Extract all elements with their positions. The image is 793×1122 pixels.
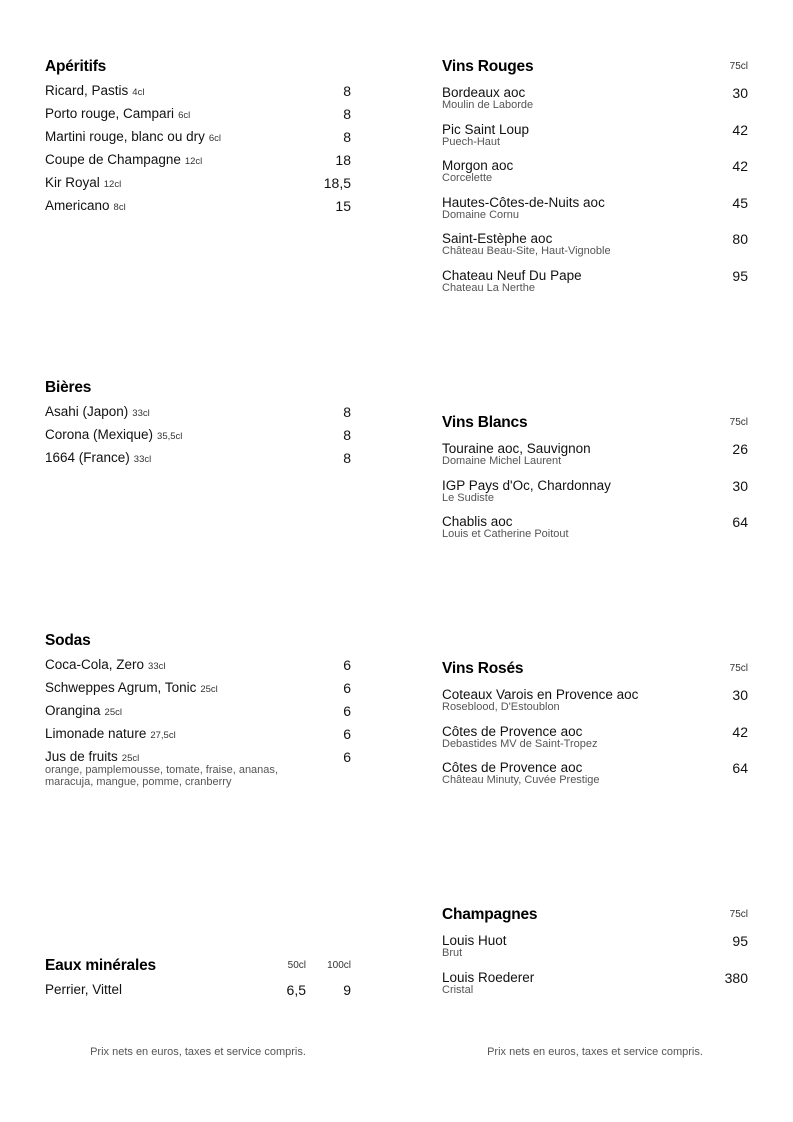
menu-item xyxy=(45,197,351,220)
wine-item xyxy=(442,933,748,970)
wine-item xyxy=(442,122,748,159)
item-volume: 6cl xyxy=(208,133,221,144)
wine-price: 30 xyxy=(732,85,748,101)
item-name: Limonade nature xyxy=(45,726,147,741)
wine-price: 64 xyxy=(732,760,748,776)
menu-item xyxy=(45,702,351,725)
section-aperitifs xyxy=(45,58,351,220)
wine-price: 80 xyxy=(732,231,748,247)
wine-producer: Debastides MV de Saint-Tropez xyxy=(442,737,598,750)
wine-name: Touraine aoc, Sauvignon xyxy=(442,441,591,456)
menu-item xyxy=(45,449,351,472)
section-sodas xyxy=(45,632,351,792)
item-price: 8 xyxy=(343,129,351,145)
item-volume: 4cl xyxy=(132,87,145,98)
item-name: Orangina xyxy=(45,703,101,718)
item-volume: 25cl xyxy=(200,684,218,695)
wine-name: Chablis aoc xyxy=(442,514,513,529)
wine-price: 64 xyxy=(732,514,748,530)
wine-name: Coteaux Varois en Provence aoc xyxy=(442,687,639,702)
wine-name: Côtes de Provence aoc xyxy=(442,723,583,739)
item-price: 6 xyxy=(343,680,351,696)
item-volume: 25cl xyxy=(104,707,122,718)
menu-item xyxy=(45,128,351,151)
item-name: Perrier, Vittel xyxy=(45,982,123,997)
wine-item xyxy=(442,478,748,515)
section-unit: 75cl xyxy=(729,417,748,428)
wine-item xyxy=(442,195,748,232)
item-name: Jus de fruits xyxy=(45,749,118,764)
section-champagnes xyxy=(442,906,748,1006)
wine-producer: Chateau La Nerthe xyxy=(442,281,535,294)
menu-item xyxy=(45,981,351,1004)
section-title: Vins Blancs xyxy=(442,414,528,431)
wine-item xyxy=(442,85,748,122)
section-title: Champagnes xyxy=(442,906,538,923)
wine-item xyxy=(442,231,748,268)
item-volume: 8cl xyxy=(113,202,126,213)
column-header-100cl: 100cl xyxy=(327,960,351,971)
wine-producer: Château Minuty, Cuvée Prestige xyxy=(442,774,600,786)
item-price: 18 xyxy=(335,152,351,168)
wine-name: Morgon aoc xyxy=(442,158,514,173)
wine-price: 26 xyxy=(732,441,748,457)
item-description xyxy=(45,764,278,788)
section-title: Vins Rouges xyxy=(442,58,534,75)
wine-price: 42 xyxy=(732,121,748,138)
column-header-50cl: 50cl xyxy=(287,960,306,971)
section-title: Bières xyxy=(45,379,92,396)
wine-producer: Domaine Cornu xyxy=(442,208,520,221)
wine-item xyxy=(442,687,748,724)
wine-producer: Château Beau-Site, Haut-Vignoble xyxy=(442,245,611,257)
item-name: Kir Royal xyxy=(45,175,100,190)
wine-item xyxy=(442,268,748,305)
item-price: 18,5 xyxy=(323,175,351,191)
item-price: 6 xyxy=(343,749,351,765)
menu-item xyxy=(45,748,351,792)
wine-item xyxy=(442,441,748,478)
wine-producer: Louis et Catherine Poitout xyxy=(442,528,569,540)
wine-name: Chateau Neuf Du Pape xyxy=(442,267,582,283)
wine-name: Bordeaux aoc xyxy=(442,85,526,100)
item-price: 8 xyxy=(343,450,351,466)
wine-price: 42 xyxy=(732,723,748,740)
item-volume: 33cl xyxy=(132,408,150,419)
item-price: 8 xyxy=(343,404,351,420)
menu-item xyxy=(45,725,351,748)
item-name: Coupe de Champagne xyxy=(45,152,181,167)
section-bieres xyxy=(45,379,351,472)
item-name: 1664 (France) xyxy=(45,450,130,465)
item-price-100cl: 9 xyxy=(343,982,351,998)
item-volume: 33cl xyxy=(148,661,166,672)
wine-price: 42 xyxy=(732,158,748,174)
section-unit: 75cl xyxy=(729,663,748,674)
wine-price: 45 xyxy=(732,194,748,211)
item-name: Ricard, Pastis xyxy=(45,83,129,98)
wine-item xyxy=(442,158,748,195)
menu-item xyxy=(45,105,351,128)
item-volume: 27,5cl xyxy=(150,730,176,741)
item-volume: 33cl xyxy=(133,454,152,465)
item-name: Schweppes Agrum, Tonic xyxy=(45,680,197,695)
menu-item xyxy=(45,403,351,426)
wine-price: 95 xyxy=(732,933,748,949)
description-line: orange, pamplemousse, tomate, fraise, ananas, xyxy=(45,764,278,776)
item-price: 6 xyxy=(343,726,351,742)
wine-price: 30 xyxy=(732,477,748,494)
wine-price: 380 xyxy=(724,969,748,986)
item-name: Corona (Mexique) xyxy=(45,427,154,442)
wine-name: Saint-Estèphe aoc xyxy=(442,231,553,246)
item-name: Coca-Cola, Zero xyxy=(45,657,145,672)
menu-item xyxy=(45,82,351,105)
section-title: Sodas xyxy=(45,632,91,649)
item-volume: 25cl xyxy=(121,753,140,764)
wine-producer: Domaine Michel Laurent xyxy=(442,455,562,467)
item-price: 8 xyxy=(343,106,351,122)
menu-item xyxy=(45,174,351,197)
wine-item xyxy=(442,760,748,797)
wine-producer: Roseblood, D'Estoublon xyxy=(442,701,560,713)
item-name: Americano xyxy=(45,198,110,213)
description-line: maracuja, mangue, pomme, cranberry xyxy=(45,776,232,788)
menu-item xyxy=(45,656,351,679)
section-title: Eaux minérales xyxy=(45,957,156,974)
item-name: Porto rouge, Campari xyxy=(45,106,175,121)
wine-price: 95 xyxy=(732,267,748,284)
wine-producer: Cristal xyxy=(442,983,474,996)
item-price: 6 xyxy=(343,657,351,673)
section-unit: 75cl xyxy=(729,909,748,920)
footer-note-right: Prix nets en euros, taxes et service compris. xyxy=(487,1046,703,1058)
item-price: 8 xyxy=(343,83,351,99)
wine-producer: Corcelette xyxy=(442,172,493,184)
item-price: 15 xyxy=(335,198,351,214)
wine-producer: Puech-Haut xyxy=(442,135,501,148)
wine-name: Hautes-Côtes-de-Nuits aoc xyxy=(442,194,605,210)
section-title: Vins Rosés xyxy=(442,660,524,677)
section-vins-roses xyxy=(442,660,748,797)
section-eaux-minerales xyxy=(45,957,351,1004)
item-volume: 35,5cl xyxy=(157,431,183,442)
section-unit: 75cl xyxy=(729,61,748,72)
wine-name: IGP Pays d'Oc, Chardonnay xyxy=(442,477,611,493)
item-name: Martini rouge, blanc ou dry xyxy=(45,129,205,144)
section-vins-blancs xyxy=(442,414,748,551)
wine-producer: Le Sudiste xyxy=(442,491,494,504)
footer-note-left: Prix nets en euros, taxes et service compris. xyxy=(90,1046,306,1058)
item-volume: 12cl xyxy=(184,156,203,167)
wine-name: Louis Roederer xyxy=(442,969,535,985)
wine-name: Pic Saint Loup xyxy=(442,121,530,137)
menu-item xyxy=(45,426,351,449)
section-title: Apéritifs xyxy=(45,58,107,75)
menu-item xyxy=(45,151,351,174)
item-price-50cl: 6,5 xyxy=(286,982,306,998)
item-volume: 12cl xyxy=(103,179,122,190)
wine-name: Côtes de Provence aoc xyxy=(442,760,583,775)
wine-price: 30 xyxy=(732,687,748,703)
item-name: Asahi (Japon) xyxy=(45,404,129,419)
item-volume: 6cl xyxy=(178,110,191,121)
wine-item xyxy=(442,724,748,761)
section-vins-rouges xyxy=(442,58,748,304)
wine-item xyxy=(442,514,748,551)
wine-name: Louis Huot xyxy=(442,933,507,948)
item-price: 8 xyxy=(343,427,351,443)
menu-item xyxy=(45,679,351,702)
wine-item xyxy=(442,970,748,1007)
wine-producer: Brut xyxy=(442,947,463,959)
wine-producer: Moulin de Laborde xyxy=(442,99,534,111)
item-price: 6 xyxy=(343,703,351,719)
